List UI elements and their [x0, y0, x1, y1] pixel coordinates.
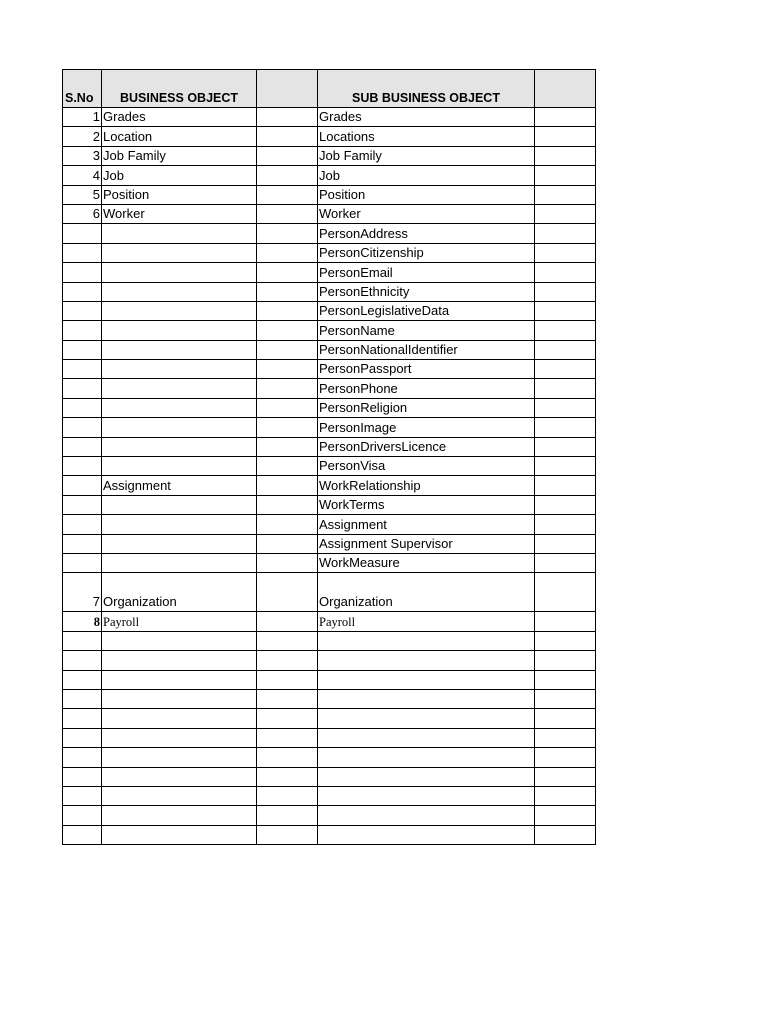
- table-row: [63, 204, 596, 223]
- cell-sno: [63, 825, 102, 844]
- cell-sno: [63, 767, 102, 786]
- cell-col5: [535, 534, 596, 553]
- cell-sub-business-object: Job: [318, 166, 535, 185]
- cell-col5: [535, 437, 596, 456]
- cell-col5: [535, 651, 596, 670]
- cell-sno: [63, 301, 102, 320]
- cell-sub-business-object: PersonLegislativeData: [318, 301, 535, 320]
- cell-sub-business-object: WorkMeasure: [318, 553, 535, 572]
- cell-col5: [535, 767, 596, 786]
- cell-col3: [257, 379, 318, 398]
- cell-sub-business-object: Position: [318, 185, 535, 204]
- table-row: [63, 553, 596, 572]
- cell-sno: [63, 748, 102, 767]
- header-row: [63, 70, 596, 108]
- cell-sub-business-object: PersonReligion: [318, 398, 535, 417]
- cell-sub-business-object: [318, 670, 535, 689]
- table-body: [63, 70, 596, 845]
- cell-sub-business-object: PersonEmail: [318, 263, 535, 282]
- cell-business-object: [102, 437, 257, 456]
- cell-col3: [257, 321, 318, 340]
- cell-sub-business-object: [318, 806, 535, 825]
- cell-business-object: Position: [102, 185, 257, 204]
- cell-col3: [257, 495, 318, 514]
- cell-business-object: [102, 786, 257, 805]
- cell-sub-business-object: Grades: [318, 108, 535, 127]
- cell-business-object: [102, 398, 257, 417]
- table-row: [63, 689, 596, 708]
- cell-col5: [535, 806, 596, 825]
- cell-sno: [63, 437, 102, 456]
- cell-col3: [257, 224, 318, 243]
- table-row: [63, 166, 596, 185]
- cell-col3: [257, 515, 318, 534]
- cell-business-object: [102, 321, 257, 340]
- cell-col3: [257, 437, 318, 456]
- cell-col3: [257, 127, 318, 146]
- cell-sno: [63, 263, 102, 282]
- cell-business-object: [102, 631, 257, 650]
- cell-sno: [63, 515, 102, 534]
- table-row: [63, 573, 596, 612]
- cell-business-object: [102, 651, 257, 670]
- cell-col5: [535, 573, 596, 612]
- cell-business-object: Grades: [102, 108, 257, 127]
- table-row: [63, 263, 596, 282]
- cell-col5: [535, 631, 596, 650]
- cell-col5: [535, 185, 596, 204]
- cell-sub-business-object: [318, 748, 535, 767]
- header-col5: [535, 70, 596, 108]
- table-row: [63, 631, 596, 650]
- cell-sno: [63, 243, 102, 262]
- cell-col5: [535, 301, 596, 320]
- cell-col3: [257, 457, 318, 476]
- cell-business-object: [102, 825, 257, 844]
- cell-col5: [535, 398, 596, 417]
- cell-col5: [535, 379, 596, 398]
- cell-sno: [63, 728, 102, 747]
- cell-sno: [63, 224, 102, 243]
- cell-col5: [535, 495, 596, 514]
- table-row: [63, 398, 596, 417]
- cell-sub-business-object: PersonImage: [318, 418, 535, 437]
- cell-sub-business-object: Job Family: [318, 146, 535, 165]
- cell-col5: [535, 108, 596, 127]
- table-row: [63, 321, 596, 340]
- table-row: [63, 127, 596, 146]
- cell-business-object: [102, 728, 257, 747]
- cell-col5: [535, 515, 596, 534]
- cell-sub-business-object: PersonPhone: [318, 379, 535, 398]
- cell-sno: [63, 786, 102, 805]
- cell-col5: [535, 224, 596, 243]
- table-row: [63, 437, 596, 456]
- cell-sno: [63, 670, 102, 689]
- cell-col3: [257, 825, 318, 844]
- table-row: [63, 612, 596, 631]
- cell-col3: [257, 185, 318, 204]
- table-row: [63, 670, 596, 689]
- table-row: [63, 709, 596, 728]
- cell-sno: [63, 709, 102, 728]
- cell-sub-business-object: PersonAddress: [318, 224, 535, 243]
- cell-sno: [63, 806, 102, 825]
- table-row: [63, 728, 596, 747]
- cell-sno: [63, 651, 102, 670]
- cell-business-object: Location: [102, 127, 257, 146]
- cell-col5: [535, 360, 596, 379]
- cell-col3: [257, 263, 318, 282]
- cell-sub-business-object: [318, 786, 535, 805]
- table-row: [63, 243, 596, 262]
- cell-sub-business-object: [318, 631, 535, 650]
- cell-col5: [535, 670, 596, 689]
- cell-col5: [535, 146, 596, 165]
- cell-business-object: Organization: [102, 573, 257, 612]
- cell-sub-business-object: [318, 728, 535, 747]
- cell-sub-business-object: Assignment Supervisor: [318, 534, 535, 553]
- cell-sub-business-object: PersonName: [318, 321, 535, 340]
- header-business-object: BUSINESS OBJECT: [102, 70, 257, 108]
- table-row: [63, 515, 596, 534]
- cell-sub-business-object: Worker: [318, 204, 535, 223]
- cell-col3: [257, 728, 318, 747]
- cell-col3: [257, 670, 318, 689]
- cell-business-object: [102, 224, 257, 243]
- table-row: [63, 185, 596, 204]
- cell-business-object: [102, 689, 257, 708]
- cell-col5: [535, 476, 596, 495]
- cell-col3: [257, 108, 318, 127]
- cell-business-object: [102, 457, 257, 476]
- cell-business-object: [102, 670, 257, 689]
- table-row: [63, 301, 596, 320]
- cell-sub-business-object: [318, 709, 535, 728]
- cell-col3: [257, 398, 318, 417]
- cell-sub-business-object: [318, 767, 535, 786]
- cell-business-object: [102, 243, 257, 262]
- cell-sub-business-object: Organization: [318, 573, 535, 612]
- cell-col3: [257, 651, 318, 670]
- cell-col5: [535, 689, 596, 708]
- cell-sub-business-object: PersonPassport: [318, 360, 535, 379]
- cell-col5: [535, 243, 596, 262]
- cell-business-object: [102, 748, 257, 767]
- cell-sno: [63, 282, 102, 301]
- cell-sno: [63, 418, 102, 437]
- cell-col5: [535, 321, 596, 340]
- table-row: [63, 418, 596, 437]
- table-row: [63, 534, 596, 553]
- cell-sub-business-object: PersonVisa: [318, 457, 535, 476]
- cell-sub-business-object: [318, 651, 535, 670]
- cell-col5: [535, 786, 596, 805]
- cell-col3: [257, 689, 318, 708]
- cell-business-object: [102, 340, 257, 359]
- table-row: [63, 786, 596, 805]
- cell-col5: [535, 612, 596, 631]
- cell-col3: [257, 301, 318, 320]
- cell-sno: [63, 360, 102, 379]
- cell-sno: 5: [63, 185, 102, 204]
- cell-business-object: [102, 806, 257, 825]
- cell-sno: 2: [63, 127, 102, 146]
- cell-col3: [257, 534, 318, 553]
- cell-sub-business-object: [318, 825, 535, 844]
- cell-sno: [63, 340, 102, 359]
- cell-sub-business-object: Assignment: [318, 515, 535, 534]
- table-row: [63, 476, 596, 495]
- cell-sno: 1: [63, 108, 102, 127]
- cell-business-object: [102, 767, 257, 786]
- cell-sno: [63, 553, 102, 572]
- table-row: [63, 282, 596, 301]
- header-col3: [257, 70, 318, 108]
- cell-col3: [257, 709, 318, 728]
- cell-business-object: Worker: [102, 204, 257, 223]
- cell-business-object: [102, 418, 257, 437]
- cell-col3: [257, 243, 318, 262]
- cell-sno: [63, 689, 102, 708]
- table-row: [63, 806, 596, 825]
- cell-col5: [535, 748, 596, 767]
- cell-business-object: Job: [102, 166, 257, 185]
- cell-col5: [535, 418, 596, 437]
- cell-col3: [257, 573, 318, 612]
- cell-business-object: Assignment: [102, 476, 257, 495]
- cell-col5: [535, 457, 596, 476]
- cell-business-object: [102, 282, 257, 301]
- cell-sno: [63, 495, 102, 514]
- cell-sub-business-object: Locations: [318, 127, 535, 146]
- cell-sno: 8: [63, 612, 102, 631]
- cell-col3: [257, 166, 318, 185]
- table-row: [63, 825, 596, 844]
- cell-business-object: [102, 709, 257, 728]
- cell-sub-business-object: WorkRelationship: [318, 476, 535, 495]
- cell-col3: [257, 282, 318, 301]
- cell-col3: [257, 786, 318, 805]
- cell-business-object: [102, 534, 257, 553]
- table-row: [63, 379, 596, 398]
- cell-col5: [535, 340, 596, 359]
- cell-sno: 4: [63, 166, 102, 185]
- cell-col3: [257, 360, 318, 379]
- cell-sno: [63, 379, 102, 398]
- cell-sno: 6: [63, 204, 102, 223]
- cell-col5: [535, 263, 596, 282]
- business-object-table: [62, 69, 596, 845]
- table-row: [63, 767, 596, 786]
- cell-sub-business-object: PersonNationalIdentifier: [318, 340, 535, 359]
- cell-col5: [535, 709, 596, 728]
- cell-col5: [535, 204, 596, 223]
- table-row: [63, 360, 596, 379]
- cell-col3: [257, 476, 318, 495]
- cell-sub-business-object: WorkTerms: [318, 495, 535, 514]
- cell-sub-business-object: PersonDriversLicence: [318, 437, 535, 456]
- cell-sno: [63, 534, 102, 553]
- cell-business-object: [102, 301, 257, 320]
- cell-sno: [63, 631, 102, 650]
- header-sno: S.No: [63, 70, 102, 108]
- cell-col3: [257, 767, 318, 786]
- table-row: [63, 108, 596, 127]
- cell-col5: [535, 127, 596, 146]
- table-row: [63, 457, 596, 476]
- cell-sno: 7: [63, 573, 102, 612]
- cell-business-object: [102, 495, 257, 514]
- cell-col3: [257, 631, 318, 650]
- cell-sub-business-object: [318, 689, 535, 708]
- header-sub-business-object: SUB BUSINESS OBJECT: [318, 70, 535, 108]
- cell-sub-business-object: Payroll: [318, 612, 535, 631]
- table-row: [63, 748, 596, 767]
- cell-sno: [63, 457, 102, 476]
- table-row: [63, 224, 596, 243]
- cell-business-object: Payroll: [102, 612, 257, 631]
- cell-col3: [257, 553, 318, 572]
- cell-col5: [535, 166, 596, 185]
- table-row: [63, 495, 596, 514]
- cell-business-object: [102, 379, 257, 398]
- cell-col3: [257, 748, 318, 767]
- table-row: [63, 651, 596, 670]
- cell-sno: 3: [63, 146, 102, 165]
- cell-col5: [535, 553, 596, 572]
- cell-col3: [257, 146, 318, 165]
- cell-col3: [257, 418, 318, 437]
- table-row: [63, 340, 596, 359]
- cell-sub-business-object: PersonEthnicity: [318, 282, 535, 301]
- cell-col3: [257, 340, 318, 359]
- cell-sub-business-object: PersonCitizenship: [318, 243, 535, 262]
- cell-business-object: [102, 553, 257, 572]
- cell-sno: [63, 398, 102, 417]
- cell-sno: [63, 476, 102, 495]
- cell-business-object: Job Family: [102, 146, 257, 165]
- table-row: [63, 146, 596, 165]
- cell-col5: [535, 825, 596, 844]
- cell-business-object: [102, 263, 257, 282]
- cell-business-object: [102, 515, 257, 534]
- cell-col5: [535, 728, 596, 747]
- cell-col3: [257, 204, 318, 223]
- cell-col3: [257, 806, 318, 825]
- cell-col5: [535, 282, 596, 301]
- cell-sno: [63, 321, 102, 340]
- cell-col3: [257, 612, 318, 631]
- cell-business-object: [102, 360, 257, 379]
